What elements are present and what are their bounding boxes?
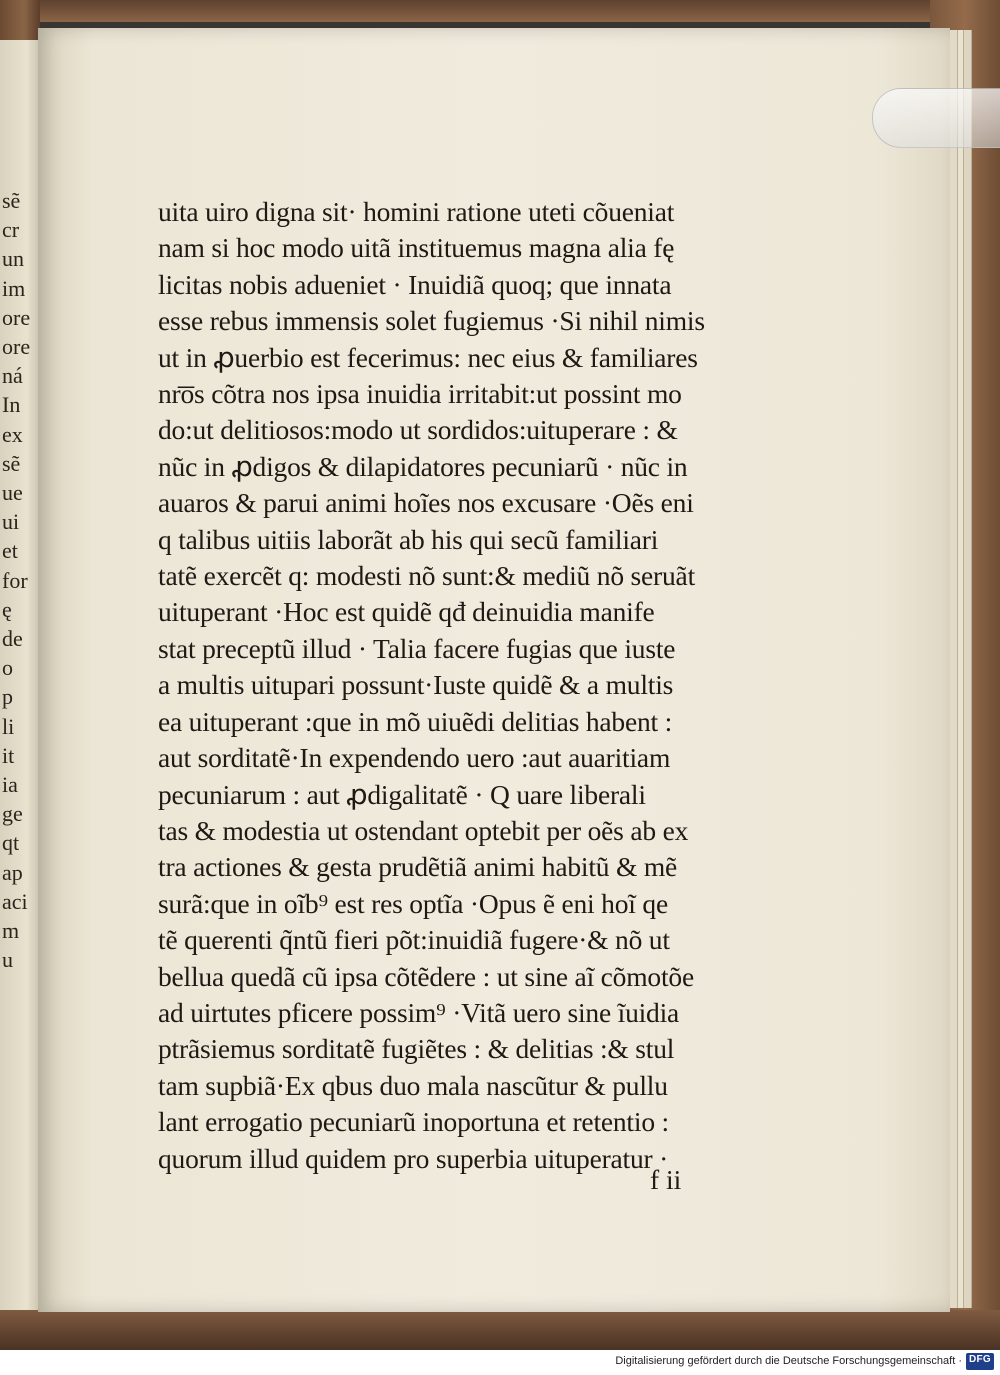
footer-bar xyxy=(0,1350,1000,1375)
previous-page-fragment: m xyxy=(2,918,20,944)
previous-page-fragment: ue xyxy=(2,480,23,506)
previous-page-fragment: o xyxy=(2,655,13,681)
previous-page-fragment: In xyxy=(2,392,21,418)
previous-page-strip xyxy=(0,40,38,1310)
text-line: tam supbiã·Ex qbus duo mala nascũtur & pullu xyxy=(158,1069,668,1101)
previous-page-fragment: sẽ xyxy=(2,188,21,213)
previous-page-fragment: cr xyxy=(2,217,20,243)
previous-page-fragment: sẽ xyxy=(2,450,21,476)
previous-page-fragment: im xyxy=(2,275,26,301)
previous-page-fragment: li xyxy=(2,713,15,739)
funding-credit: Digitalisierung gefördert durch die Deutsche Forschungsgemeinschaft · xyxy=(615,1355,962,1367)
previous-page-fragment: for xyxy=(2,567,28,593)
text-line: q talibus uitiis laborãt ab his qui secũ familiari xyxy=(158,523,659,555)
text-line: licitas nobis adueniet · Inuidiã quoq; que innata xyxy=(158,268,672,300)
text-line: auaros & parui animi hoĩes nos excusare ·Oẽs eni xyxy=(158,487,694,519)
previous-page-fragment: un xyxy=(2,246,24,272)
previous-page-fragment: ge xyxy=(2,801,23,827)
text-line: stat preceptũ illud · Talia facere fugias que iuste xyxy=(158,632,676,664)
text-line: tas & modestia ut ostendant optebit per oẽs ab ex xyxy=(158,814,689,846)
previous-page-fragment: qt xyxy=(2,830,20,856)
text-line: ptrãsiemus sorditatẽ fugiẽtes : & delitias :& stul xyxy=(158,1033,675,1065)
previous-page-fragment: ui xyxy=(2,509,20,535)
previous-page-fragment: ore xyxy=(2,304,31,330)
previous-page-fragment: it xyxy=(2,742,15,768)
text-line: nr͞os cõtra nos ipsa inuidia irritabit:ut possint mo xyxy=(158,378,682,410)
book-page xyxy=(38,28,950,1312)
text-line: do:ut delitiosos:modo ut sordidos:uituperare : & xyxy=(158,414,678,446)
text-line: ad uirtutes pficere possim⁹ ·Vitã uero sine ĩuidia xyxy=(158,996,680,1028)
text-line: nam si hoc modo uitã instituemus magna alia fę xyxy=(158,232,675,264)
page-text-block xyxy=(158,194,738,1177)
previous-page-fragment: de xyxy=(2,626,23,652)
text-line: lant errogatio pecuniarũ inoportuna et retentio : xyxy=(158,1106,669,1138)
text-line: aut sorditatẽ·In expendendo uero :aut auaritiam xyxy=(158,742,671,774)
previous-page-fragment: ę xyxy=(2,596,12,622)
text-line: tẽ querenti q̃ntũ fieri põt:inuidiã fugere·& nõ ut xyxy=(158,924,670,956)
text-line: uituperant ·Hoc est quidẽ qđ deinuidia manife xyxy=(158,596,655,628)
dfg-logo xyxy=(966,1353,994,1370)
previous-page-fragment: ore xyxy=(2,334,31,360)
page-holder-strap xyxy=(872,88,1000,148)
text-line: esse rebus immensis solet fugiemus ·Si nihil nimis xyxy=(158,305,705,337)
text-line: bellua quedã cũ ipsa cõtẽdere : ut sine aĩ cõmotõe xyxy=(158,960,694,992)
text-line: nũc in ꝓdigos & dilapidatores pecuniarũ · nũc in xyxy=(158,450,688,482)
previous-page-fragment: ap xyxy=(2,859,23,885)
previous-page-text xyxy=(0,186,38,974)
previous-page-fragment: ex xyxy=(2,421,23,447)
text-line: surã:que in oĩb⁹ est res optĩa ·Opus ẽ eni hoĩ qe xyxy=(158,887,668,919)
text-line: uita uiro digna sit· homini ratione uteti cõueniat xyxy=(158,196,675,227)
page-edge xyxy=(949,30,958,1308)
text-line: tra actiones & gesta prudẽtiã animi habitũ & mẽ xyxy=(158,851,678,883)
text-line: ea uituperant :que in mõ uiuẽdi delitias habent : xyxy=(158,705,673,737)
previous-page-fragment: u xyxy=(2,947,13,973)
previous-page-fragment: ia xyxy=(2,772,18,798)
text-line: tatẽ exercẽt q: modesti nõ sunt:& mediũ nõ seruãt xyxy=(158,560,696,592)
previous-page-fragment: aci xyxy=(2,888,28,914)
signature-mark: f ii xyxy=(650,1164,682,1195)
book-cover-top xyxy=(0,0,1000,22)
previous-page-fragment: ná xyxy=(2,363,23,389)
dfg-logo-text: DFG xyxy=(968,1354,991,1365)
previous-page-fragment: p xyxy=(2,684,13,710)
text-line: quorum illud quidem pro superbia uituperatur · xyxy=(158,1142,669,1174)
previous-page-fragment: et xyxy=(2,538,18,564)
book-cover-bottom xyxy=(0,1310,1000,1350)
text-line: a multis uitupari possunt·Iuste quidẽ & a multis xyxy=(158,669,674,701)
text-line: ut in ꝓuerbio est fecerimus: nec eius & familiares xyxy=(158,341,698,373)
text-line: pecuniarum : aut ꝓdigalitatẽ · Q uare liberali xyxy=(158,778,646,810)
